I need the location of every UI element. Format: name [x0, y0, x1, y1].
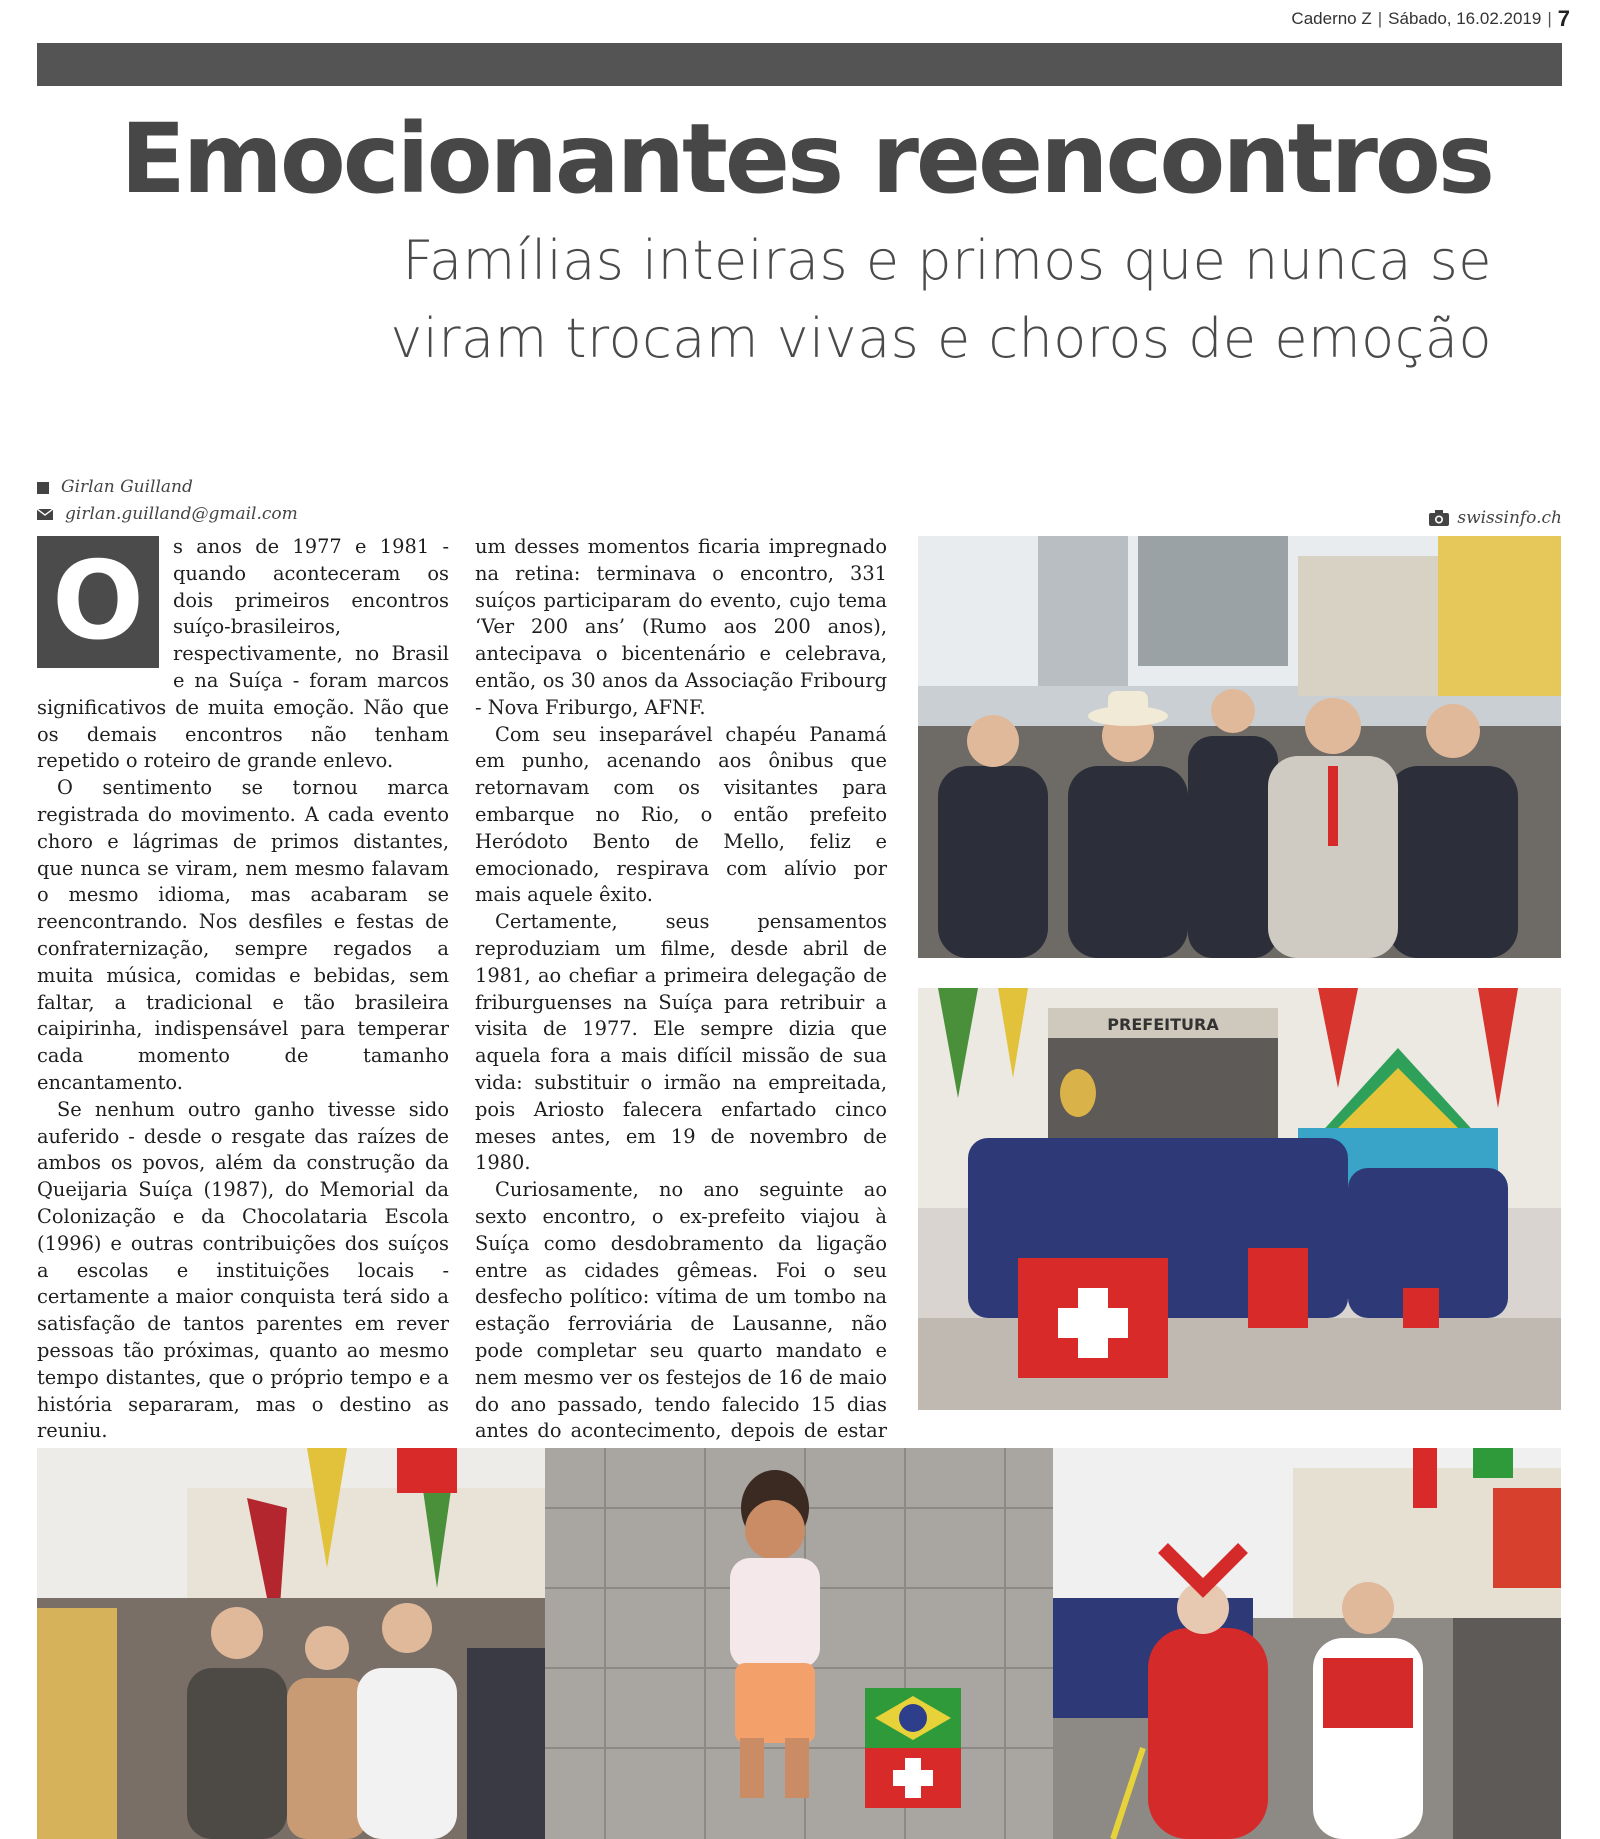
issue-date: Sábado, 16.02.2019: [1388, 9, 1542, 28]
photo-credit-text: swissinfo.ch: [1457, 508, 1562, 528]
square-bullet-icon: [37, 482, 49, 494]
photo-band-prefeitura: [918, 988, 1561, 1410]
paragraph: s anos de 1977 e 1981 - quando aconteceram os dois primeiros encontros suíço-brasileiros, respectivamente, no Brasil e na Suíça - foram marcos significativos de muita emoção. Não que os demais encontros não tenham repetido o roteiro de grande enlevo.: [37, 535, 449, 773]
dropcap: O: [37, 536, 159, 668]
author-name: Girlan Guilland: [61, 477, 193, 497]
photo-carnival-group: [37, 1448, 545, 1839]
paragraph: Se nenhum outro ganho tivesse sido auferido - desde o resgate das raízes de ambos os povos, além da construção da Queijaria Suíça (1987), do Memorial da Colonização e da Chocolataria Escola (1996) e outras contribuições dos suíços a escolas e instituições locais - certamente a maior conquista terá sido a satisfação de tantos parentes em rever pessoas tão próximas, quanto ao mesmo tempo distantes, que o próprio tempo e a história separaram, mas o destino as reuniu.: [37, 1097, 449, 1443]
photo-parade-dancers: [1053, 1448, 1561, 1839]
article-column-2: [475, 534, 887, 1472]
paragraph: um desses momentos ficaria impregnado na retina: terminava o encontro, 331 suíços participaram do evento, cujo tema ‘Ver 200 ans’ (Rumo aos 200 anos), antecipava o bicentenário e celebrava, então, os 30 anos da Associação Fribourg - Nova Friburgo, AFNF.: [475, 535, 887, 719]
paragraph: Com seu inseparável chapéu Panamá em punho, acenando aos ônibus que retornavam com os visitantes para embarque no Rio, o então prefeito Heródoto Bento de Mello, feliz e emocionado, respirava com alívio por mais aquele êxito.: [475, 722, 887, 907]
article-column-1: [37, 534, 449, 1472]
photo-credit: [1429, 508, 1562, 528]
photo-officials-parade: [918, 536, 1561, 958]
headline: Emocionantes reencontros: [120, 103, 1492, 215]
prefeitura-sign: PREFEITURA: [1107, 1015, 1219, 1034]
paragraph: Curiosamente, no ano seguinte ao sexto encontro, o ex-prefeito viajou à Suíça como desdobramento da ligação entre as cidades gêmeas. Foi o seu desfecho político: vítima de um tombo na estação ferroviária de Lausanne, não pode completar seu quarto mandato e nem mesmo ver os festejos de 16 de maio do ano passado, tendo falecido 15 dias antes do acontecimento, depois de estar: [475, 1178, 887, 1443]
separator: |: [1377, 9, 1383, 28]
author-row: [37, 474, 298, 501]
author-email[interactable]: girlan.guilland@gmail.com: [65, 504, 298, 524]
page-number: 7: [1557, 6, 1570, 31]
camera-icon: [1429, 510, 1449, 526]
paragraph: Certamente, seus pensamentos reproduziam um filme, desde abril de 1981, ao chefiar a primeira delegação de friburguenses na Suíça para retribuir a visita de 1977. Ele sempre dizia que aquela fora a mais difícil missão de sua vida: substituir o irmão na empreitada, pois Ariosto falecera enfartado cinco meses antes, em 19 de novembro de 1980.: [475, 910, 887, 1175]
separator: |: [1547, 9, 1552, 28]
byline: [37, 474, 298, 528]
top-banner-bar: [37, 43, 1562, 86]
photo-toddler-flags: [545, 1448, 1053, 1839]
page-header-meta: [1291, 6, 1570, 32]
paragraph: O sentimento se tornou marca registrada do movimento. A cada evento choro e lágrimas de primos distantes, que nunca se viram, nem mesmo falavam o mesmo idioma, mas acabaram se reencontrando. Nos desfiles e festas de confraternização, sempre regados a muita música, comidas e bebidas, sem faltar, a tradicional e tão brasileira caipirinha, indispensável para temperar cada momento de tamanho encantamento.: [37, 776, 449, 1094]
envelope-icon: [37, 509, 53, 520]
subtitle: Famílias inteiras e primos que nunca se viram trocam vivas e choros de emoção: [390, 229, 1492, 370]
email-row: [37, 501, 298, 528]
section-name: Caderno Z: [1291, 9, 1372, 28]
